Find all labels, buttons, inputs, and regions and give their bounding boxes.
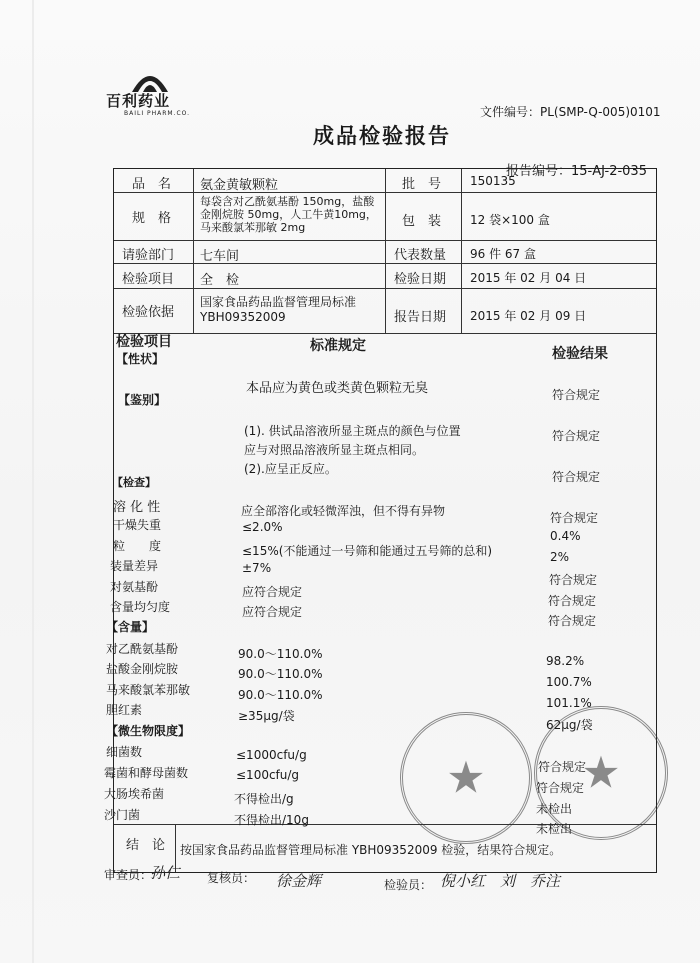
- conclusion-text: 按国家食品药品监督管理局标准 YBH09352009 检验，结果符合规定。: [180, 843, 562, 857]
- content-item-standard: 90.0～110.0%: [238, 647, 323, 661]
- check-item-name: 干燥失重: [113, 518, 162, 532]
- micro-item-result: 未检出: [536, 822, 573, 836]
- inspection-item-value: 全 检: [200, 273, 240, 288]
- check-item-result: 符合规定: [548, 594, 597, 608]
- batch-label: 批 号: [402, 177, 442, 192]
- package-value: 12 袋×100 盒: [470, 213, 550, 227]
- check-item-standard: ≤15%(不能通过一号筛和能通过五号筛的总和): [242, 544, 493, 558]
- content-item-result: 100.7%: [546, 675, 592, 689]
- inspector-label: 检验员：: [384, 878, 433, 892]
- identify-result-1: 符合规定: [552, 429, 601, 443]
- micro-item-name: 沙门菌: [104, 808, 141, 822]
- company-english-name: BAILI PHARM.CO.: [124, 110, 191, 117]
- content-item-name: 对乙酰氨基酚: [106, 642, 179, 656]
- micro-item-name: 霉菌和酵母菌数: [104, 766, 189, 780]
- check-item-standard: 应符合规定: [242, 585, 303, 599]
- quality-department-stamp: [534, 706, 668, 840]
- check-item-result: 符合规定: [549, 573, 598, 587]
- page-edge: [32, 0, 34, 963]
- identify-standard-1: (1). 供试品溶液所显主斑点的颜色与位置: [244, 424, 461, 438]
- check-item-result: 2%: [550, 550, 570, 564]
- check-item-name: 装量差异: [110, 559, 159, 573]
- content-item-standard: ≥35μg/袋: [238, 709, 295, 723]
- section-traits: 【性状】: [116, 352, 165, 366]
- check-item-standard: 应全部溶化或轻微浑浊，但不得有异物: [241, 504, 446, 518]
- identify-standard-2: (2).应呈正反应。: [244, 462, 337, 476]
- col-header-item: 检验项目: [116, 334, 172, 350]
- check-item-name: 含量均匀度: [110, 600, 171, 614]
- company-name: 百利药业: [106, 92, 171, 110]
- report-date-label: 报告日期: [394, 310, 447, 325]
- check-item-standard: ±7%: [242, 561, 272, 575]
- report-title: 成品检验报告: [313, 124, 451, 148]
- product-name-value: 氨金黄敏颗粒: [200, 178, 279, 193]
- micro-item-name: 大肠埃希菌: [104, 787, 165, 801]
- reviewer-signature: 孙仁: [150, 864, 181, 882]
- section-micro: 【微生物限度】: [106, 724, 191, 738]
- star-icon: ★: [446, 752, 486, 804]
- inspection-item-label: 检验项目: [122, 272, 175, 287]
- micro-item-result: 符合规定: [538, 760, 587, 774]
- traits-standard: 本品应为黄色或类黄色颗粒无臭: [246, 381, 429, 396]
- micro-item-standard: ≤1000cfu/g: [236, 748, 307, 762]
- star-icon: ★: [581, 747, 621, 799]
- report-date-value: 2015 年 02 月 09 日: [470, 309, 587, 323]
- conclusion-label: 结 论: [126, 838, 166, 853]
- content-item-name: 马来酸氯苯那敏: [106, 683, 191, 697]
- quality-seal-stamp: [400, 712, 532, 844]
- micro-item-standard: ≤100cfu/g: [236, 768, 300, 782]
- check-item-result: 符合规定: [550, 511, 599, 525]
- spec-value: 每袋含对乙酰氨基酚 150mg，盐酸金刚烷胺 50mg，人工牛黄10mg，马来酸氯苯那敏 2mg: [200, 195, 377, 234]
- basis-label: 检验依据: [122, 305, 175, 320]
- content-item-name: 胆红素: [106, 703, 143, 717]
- check-item-name: 对氨基酚: [110, 580, 159, 594]
- micro-item-standard: 不得检出/10g: [234, 813, 309, 827]
- micro-item-name: 细菌数: [106, 745, 143, 759]
- reviewer-label: 审查员：: [104, 868, 153, 882]
- section-check: 【检查】: [112, 476, 156, 489]
- content-item-result: 62μg/袋: [546, 718, 593, 732]
- check-item-name: 溶 化 性: [113, 500, 161, 515]
- spec-label: 规 格: [132, 211, 172, 226]
- micro-item-result: 符合规定: [536, 781, 585, 795]
- checker-signature: 徐金辉: [276, 872, 322, 890]
- content-item-name: 盐酸金刚烷胺: [106, 662, 179, 676]
- identify-standard-1b: 应与对照品溶液所显主斑点相同。: [244, 443, 425, 457]
- quantity-value: 96 件 67 盒: [470, 247, 536, 261]
- micro-item-result: 未检出: [536, 802, 573, 816]
- content-item-standard: 90.0～110.0%: [238, 688, 323, 702]
- section-content: 【含量】: [106, 620, 155, 634]
- dept-value: 七车间: [200, 249, 240, 264]
- section-identify: 【鉴别】: [118, 393, 167, 407]
- inspection-date-label: 检验日期: [394, 272, 447, 287]
- report-number: 报告编号：15-AJ-2-035: [506, 164, 647, 179]
- col-header-standard: 标准规定: [310, 338, 366, 354]
- micro-item-standard: 不得检出/g: [234, 792, 294, 806]
- checker-label: 复核员：: [207, 871, 256, 885]
- check-item-result: 0.4%: [550, 529, 581, 543]
- check-item-name: 粒 度: [113, 539, 162, 553]
- inspector-signature: 倪小红 刘 乔注: [440, 872, 561, 890]
- logo-mark-icon: [128, 66, 172, 92]
- dept-label: 请验部门: [122, 248, 175, 263]
- content-item-result: 98.2%: [546, 654, 585, 668]
- document-number: 文件编号：PL(SMP-Q-005)0101: [480, 105, 661, 119]
- check-item-standard: ≤2.0%: [242, 520, 283, 534]
- basis-value: 国家食品药品监督管理局标准YBH09352009: [200, 295, 357, 324]
- check-item-result: 符合规定: [548, 614, 597, 628]
- check-item-standard: 应符合规定: [242, 605, 303, 619]
- package-label: 包 装: [402, 214, 442, 229]
- quantity-label: 代表数量: [394, 248, 447, 263]
- col-header-result: 检验结果: [552, 346, 608, 362]
- product-name-label: 品 名: [132, 177, 172, 192]
- content-item-result: 101.1%: [546, 696, 592, 710]
- inspection-date-value: 2015 年 02 月 04 日: [470, 271, 587, 285]
- content-item-standard: 90.0～110.0%: [238, 667, 323, 681]
- traits-result: 符合规定: [552, 388, 601, 402]
- identify-result-2: 符合规定: [552, 470, 601, 484]
- batch-value: 150135: [470, 174, 516, 188]
